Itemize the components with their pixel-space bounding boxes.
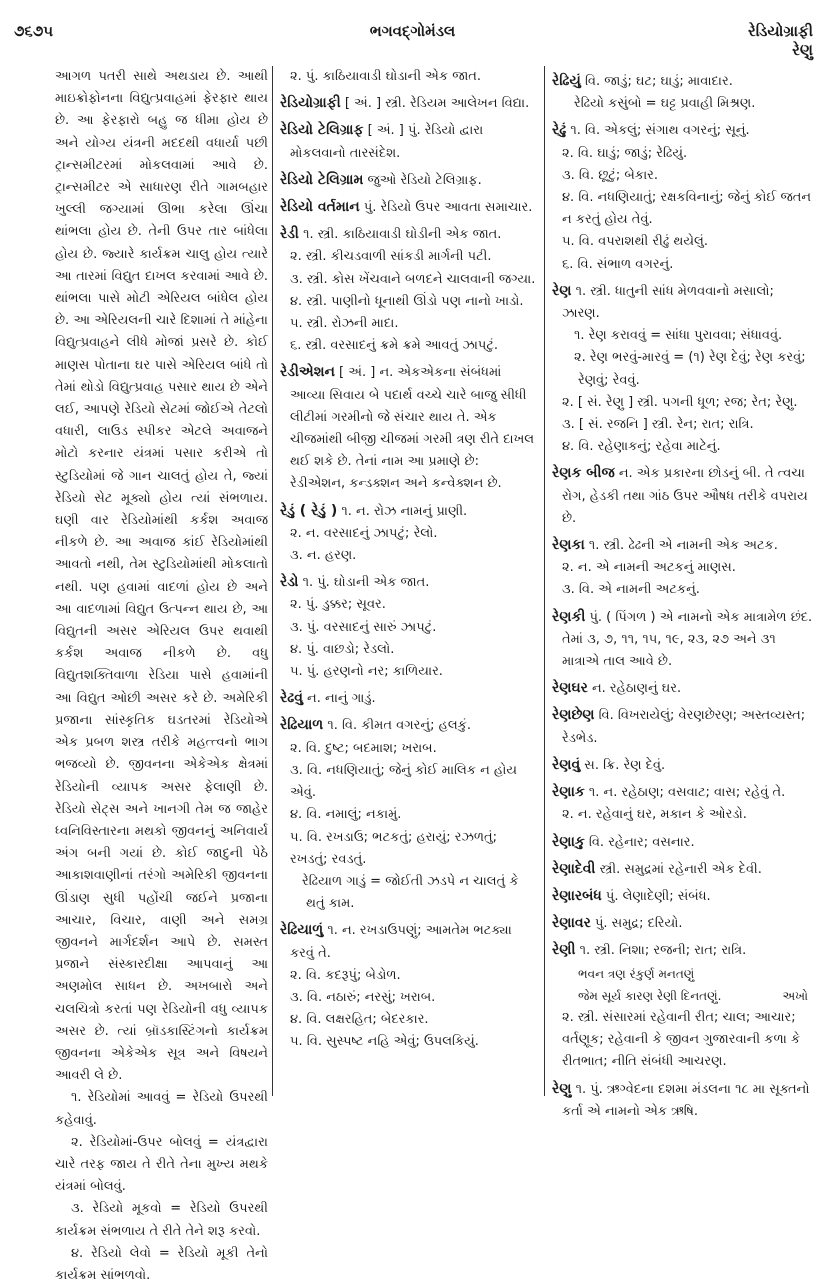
dictionary-entry — [552, 70, 814, 93]
dictionary-entry — [280, 571, 538, 594]
idiom: ૨. રેણ ભરવું-મારવું = (૧) રેણ દેવું; રેણ કરવું; રેણવું; રેવવું. — [574, 350, 806, 388]
definition: ૧. સ્ત્રી. નિશા; રજની; રાત; રાત્રિ. — [575, 943, 747, 959]
book-title: ભગવદ્ગોમંડલ — [369, 22, 456, 40]
sense: ૩. [ સં. રજનિ ] સ્ત્રી. રેન; રાત; રાત્રિ. — [562, 417, 754, 433]
verse-quote — [552, 963, 814, 1007]
definition: ૧. સ્ત્રી. કાઠિયાવાડી ઘોડીની એક જાત. — [298, 227, 502, 243]
definition: ૧. ન. રોઝ નામનું પ્રાણી. — [337, 503, 468, 519]
dictionary-entry — [280, 361, 538, 495]
headword: રેડિયોગ્રાફી — [280, 95, 341, 112]
sense: ૫. વિ. રખડાઉ; ભટકતું; હરાયું; રઝળતું; રખડતું; રવડતું. — [290, 829, 498, 867]
dictionary-entry — [552, 677, 814, 700]
verse-author: અખો — [782, 988, 808, 1003]
dictionary-entry — [280, 500, 538, 523]
definition: ૧. વિ. કીમત વગરનું; હલકું. — [323, 718, 471, 734]
idiom: ૧. રેડિયોમાં આવવું = રેડિયો ઉપરથી કહેવાવું. — [55, 1090, 268, 1128]
column-divider — [544, 66, 545, 1096]
sense: ૨. ન. એ નામની અટકનું માણસ. — [562, 560, 736, 576]
headword: રેણુ — [552, 1080, 572, 1097]
headword: રેણાક — [552, 784, 585, 801]
definition: ન. રહેઠાણનું ઘર. — [587, 681, 682, 697]
definition: પું. લેણાદેણી; સંબંધ. — [601, 888, 711, 904]
dictionary-entry — [552, 885, 814, 908]
headword: રેડી — [280, 226, 299, 243]
headword: રેણારબંધ — [552, 887, 602, 904]
dictionary-entry — [552, 606, 814, 674]
sense: ૨. પું. કાઠિયાવાડી ઘોડાની એક જાત. — [290, 69, 482, 84]
definition: જુઓ રેડિયો ટેલિગ્રાફ. — [363, 172, 482, 188]
dictionary-entry — [552, 462, 814, 530]
sense: ૪. વિ. લક્ષરહિત; બેદરકાર. — [290, 1012, 429, 1028]
definition: વિ. રહેનાર; વસનાર. — [584, 834, 695, 850]
dictionary-entry — [280, 196, 538, 219]
sense: ૫. વિ. વપરાશથી રીઢું થયેલું. — [562, 234, 709, 250]
dictionary-entry — [552, 858, 814, 881]
dictionary-entry — [552, 912, 814, 935]
definition: ૧. ન. રખડાઉપણું; આમતેમ ભટક્યા કરવું તે. — [290, 923, 512, 961]
guide-words — [748, 22, 813, 60]
sense: ૨. [ સં. રેણુ ] સ્ત્રી. પગની ધૂળ; રજ; રેત; રેણુ. — [562, 394, 798, 410]
sense: ૨. વિ. કદરૂપું; બેડોળ. — [290, 967, 401, 983]
dictionary-entry — [280, 119, 538, 164]
dictionary-entry — [280, 919, 538, 964]
sense: ૩. પું. વરસાદનું સારું ઝાપટું. — [290, 619, 437, 635]
headword: રેઢિયાળ — [280, 717, 324, 734]
definition: પું. ( પિંગળ ) એ નામનો એક માત્રામેળ છંદ. તેમાં ૩, ૭, ૧૧, ૧૫, ૧૯, ૨૩, ૨૭ અને ૩૧ માત્રાએ તાલ આવે છે. — [562, 609, 813, 670]
headword: રેણકા — [552, 537, 585, 554]
headword: રેણાવર — [552, 915, 591, 932]
headword: રેણી — [552, 942, 576, 959]
column-1 — [55, 66, 268, 1287]
idiom: ૨. રેડિયોમાં-ઉપર બોલવું = યંત્રદ્વારા ચારે તરફ જાય તે રીતે તેના મુખ્ય મથકે યંત્રમાં બોલવું. — [55, 1134, 268, 1195]
column-3 — [552, 66, 814, 1123]
definition: વિ. જાડું; ઘટ; ઘાડું; માવાદાર. — [580, 74, 733, 89]
sense: ૩. ન. હરણ. — [290, 548, 357, 564]
headword: રેડું ( રેડું ) — [280, 502, 338, 519]
column-divider — [272, 66, 273, 1096]
definition: ૧. વિ. એકલું; સંગાથ વગરનું; સૂનું. — [566, 123, 750, 139]
dictionary-entry — [280, 92, 538, 115]
idiom: રેઢિયો કસુંબો = ઘટ્ટ પ્રવાહી મિશ્રણ. — [574, 96, 756, 112]
definition: પું. સમુદ્ર; દરિયો. — [590, 916, 683, 932]
verse-line: ભવન ત્રણ રંકુર્ણ મનતણું — [578, 966, 695, 981]
headword: રેણ — [552, 282, 572, 299]
definition: [ અં. ] ન. એકએકના સંબંધમાં આવ્યા સિવાય બે પદાર્થ વચ્ચે ચારે બાજુ સીધી લીટીમાં ગરમીનો જે સંચાર થાય તે. એક ચીજમાંથી બીજી ચીજમાં ગરમી ત્રણ રીતે દાખલ થઈ શકે છે. તેનાં નામ આ પ્રમાણે છે: રેડીએશન, કન્ડક્શન અને કન્વેક્શન છે. — [290, 365, 535, 492]
headword: રેણવું — [552, 756, 581, 773]
definition: ન. એક પ્રકારના છોડનું બી. તે ત્વચા રોગ, હેડકી તથા ગાંઠ ઉપર ઔષધ તરીકે વપરાય છે. — [562, 466, 808, 526]
sense: ૫. વિ. સુસ્પષ્ટ નહિ એવું; ઉપલકિયું. — [290, 1034, 479, 1050]
sense: ૨. વિ. દુષ્ટ; બદમાશ; ખરાબ. — [290, 740, 437, 756]
headword: રેઢવું — [280, 690, 303, 707]
headword: રેડિયો ટેલિગ્રાફ — [280, 122, 364, 139]
dictionary-entry — [552, 1078, 814, 1123]
idiom: રેઢિયાળ ગાડું = જોઈતી ઝડપે ન ચાલતું કે થતું કામ. — [302, 873, 519, 912]
headword: રેણઘર — [552, 680, 588, 697]
sense: ૬. સ્ત્રી. વરસાદનું ક્રમે ક્રમે આવતું ઝાપટું. — [290, 338, 499, 354]
sense: ૫. પું. હરણનો નર; કાળિયાર. — [290, 664, 443, 680]
headword: રેડિયો ટેલિગ્રામ — [280, 171, 364, 188]
dictionary-entry — [280, 687, 538, 710]
dictionary-entry — [280, 169, 538, 192]
sense: ૨. ન. રહેવાનું ઘર, મકાન કે ઓરડો. — [562, 807, 747, 823]
sense: ૪. વિ. નધણિયાતું; રક્ષકવિનાનું; જેનું કોઈ જતન ન કરતું હોય તેવું. — [562, 190, 812, 228]
verse-line: જેમ સૂર્ય કારણ રેણી દિનતણું. — [578, 988, 722, 1003]
headword: રેડિયો વર્તમાન — [280, 199, 360, 216]
sense: ૩. વિ. એ નામની અટકનું. — [562, 582, 700, 598]
column-2 — [280, 66, 538, 1054]
guide-word-first: રેડિયોગ્રાફી — [747, 22, 813, 40]
idiom-list — [55, 1087, 268, 1287]
headword: રેઢું — [552, 122, 567, 139]
sense: ૪. સ્ત્રી. પાણીનો ધૂનાથી ઊંડો પણ નાનો ખાડો. — [290, 293, 524, 309]
dictionary-entry — [552, 534, 814, 557]
headword: રેણછેણ — [552, 707, 595, 724]
sense: ૫. સ્ત્રી. રોઝની માદા. — [290, 316, 399, 332]
dictionary-entry — [552, 704, 814, 749]
headword: રેડીએશન — [280, 364, 335, 381]
headword: રેડો — [280, 574, 299, 591]
sense: ૬. વિ. સંભાળ વગરનું. — [562, 256, 674, 272]
sense: ૩. સ્ત્રી. કોસ ખેંચવાને બળદને ચાલવાની જગ્યા. — [290, 271, 536, 287]
idiom: ૧. રેણ કરાવવું = સાંધા પુરાવવા; સંધાવવું. — [574, 328, 783, 344]
definition: ૧. ન. રહેઠાણ; વસવાટ; વાસ; રહેવું તે. — [584, 785, 786, 801]
definition: પું. રેડિયો ઉપર આવતા સમાચાર. — [359, 200, 533, 216]
definition: સ્ત્રી. સમુદ્રમાં રહેનારી એક દેવી. — [595, 861, 762, 877]
dictionary-entry — [280, 714, 538, 737]
idiom: ૪. રેડિયો લેવો = રેડિયો મૂકી તેનો કાર્યક્રમ સાંભળવો. — [55, 1245, 268, 1283]
dictionary-entry — [552, 939, 814, 962]
dictionary-entry — [552, 831, 814, 854]
dictionary-entry — [552, 754, 814, 777]
headword: રેણાકુ — [552, 833, 585, 850]
dictionary-entry — [552, 280, 814, 325]
definition: ૧. પું. ઋગ્વેદના દશમા મંડલના ૧૮ મા સૂક્તનો કર્તા એ નામનો એક ઋષિ. — [562, 1081, 810, 1119]
dictionary-entry — [280, 223, 538, 246]
entry-continuation-paragraph: આગળ પતરી સાથે અથડાય છે. આથી માઇક્રોફોનના વિદ્યુત્પ્રવાહમાં ફેરફાર થાય છે. આ ફેરફારો બહુ જ ધીમા હોય છે અને યોગ્ય યંત્રની મદદથી વધાર્યા પછી ટ્રાન્સમીટરમાં મોકલવામાં આવે છે. ટ્રાન્સમીટર એ સાધારણ રીતે ગામબહાર ખુલ્લી જગ્યામાં ઊભા કરેલા ઊંચા થાંભલા હોય છે. તેની ઉપર તાર બાંધેલા હોય છે. જ્યારે કાર્યક્રમ ચાલુ હોય ત્યારે આ તારમાં વિદ્યુત દાખલ કરવામાં આવે છે. થાંભલા પાસે મોટી એરિયલ બાંધેલ હોય છે. આ એરિયલની ચારે દિશામાં તે માંહેના વિદ્યુત્પ્રવાહને લીધે મોજાં પ્રસરે છે. કોઈ માણસ પોતાના ઘર પાસે એરિયલ બાંધે તો તેમાં થોડો વિદ્યુત્પ્રવાહ પસાર થાય છે એને લઈ, આપણે રેડિયો સેટમાં જોઈએ તેટલો વધારી, લાઉડ સ્પીકર એટલે અવાજને મોટો કરનાર યંત્રમાં પસાર કરીએ તો સ્ટુડિયોમાં જે ગાન ચાલતું હોય તે, જ્યાં રેડિયો સેટ મૂક્યો હોય ત્યાં સંભળાય. ઘણી વાર રેડિયોમાંથી કર્કશ અવાજ નીકળે છે. આ અવાજ કાંઈ રેડિયોમાંથી આવતો નથી, તેમ સ્ટુડિયોમાંથી મોકલાતો નથી. પણ હવામાં વાદળાં હોય છે અને આ વાદળામાં વિદ્યુત ઉત્પન્ન થાય છે, આ વિદ્યુતની અસર એરિયલ ઉપર થવાથી કર્કશ અવાજ નીકળે છે. વધુ વિદ્યુતશક્તિવાળા રેડિયા પાસે હવામાંની આ વિદ્યુત ઓછી અસર કરે છે. અમેરિકી પ્રજાના સાંસ્કૃતિક ઘડતરમાં રેડિયોએ એક પ્રબળ શસ્ત્ર તરીકે મહત્ત્વનો ભાગ ભજવ્યો છે. જીવનના એકેએક ક્ષેત્રમાં રેડિયોની વ્યાપક અસર ફેલાણી છે. રેડિયો સેટ્સ અને ખાનગી તેમ જ જાહેર ધ્વનિવિસ્તારના મથકો જીવનનું અનિવાર્ય અંગ બની ગયાં છે. કોઈ જાદુની પેઠે આકાશવાણીનાં તરંગો અમેરિકી જીવનના ઊંડાણ સુધી પહોંચી જઈને પ્રજાના આચાર, વિચાર, વાણી અને સમગ્ર જીવનને માર્ગદર્શન આપે છે. સમસ્ત પ્રજાને સંસ્કારદીક્ષા આપવાનું આ અણમોલ સાધન છે. અખબારો અને ચલચિત્રો કરતાં પણ રેડિયોની વધુ વ્યાપક અસર છે. ત્યાં બ્રૉડકાસ્ટિંગનો કાર્યક્રમ જીવનના એકેએક સૂત્ર અને વિષયને આવરી લે છે. — [55, 69, 268, 1084]
headword: રેણાદેવી — [552, 860, 596, 877]
definition: [ અં. ] પું. રેડિયો દ્વારા મોકલવાનો તારસંદેશ. — [290, 123, 484, 161]
sense: ૨. વિ. ઘાડું; જાડું; રેઢિયું. — [562, 145, 688, 161]
dictionary-entry — [552, 781, 814, 804]
headword: રેઢિયું — [552, 73, 581, 89]
sense: ૩. વિ. નઠારું; નરસું; ખરાબ. — [290, 989, 436, 1005]
definition: સ. ક્રિ. રેણ દેવું. — [580, 757, 666, 773]
definition: [ અં. ] સ્ત્રી. રેડિયમ આલેખન વિદ્યા. — [340, 96, 530, 112]
sense: ૨. સ્ત્રી. સંસારમાં રહેવાની રીત; ચાલ; આચાર; વર્તણૂક; રહેવાની કે જીવન ગુજારવાની કળા કે રીતભાત; નીતિ સંબંધી આચરણ. — [562, 1009, 801, 1070]
guide-word-last: રેણુ — [792, 41, 813, 59]
sense: ૪. વિ. રહેણાકનું; રહેવા માટેનું. — [562, 439, 721, 455]
headword: રેઢિયાળું — [280, 922, 324, 939]
page-number: ૭૬૭૫ — [14, 22, 54, 40]
headword: રેણક બીજ — [552, 465, 615, 482]
sense: ૩. વિ. નધણિયાતું; જેનું કોઈ માલિક ન હોય એવું. — [290, 762, 518, 801]
sense: ૩. વિ. છૂટું; બેકાર. — [562, 167, 659, 183]
sense: ૪. પું. વાછડો; રેડલો. — [290, 641, 395, 657]
dictionary-entry — [552, 119, 814, 142]
headword: રેણકી — [552, 608, 586, 625]
sense: ૨. ન. વરસાદનું ઝાપટું; રેલો. — [290, 525, 438, 541]
sense: ૨. પું. ડુક્કર; સૂવર. — [290, 597, 386, 613]
definition: ૧. સ્ત્રી. ઢેઢની એ નામની એક અટક. — [584, 538, 778, 554]
idiom: ૩. રેડિયો મૂકવો = રેડિયો ઉપરથી કાર્યક્રમ સંભળાય તે રીતે તેને શરૂ કરવો. — [55, 1201, 268, 1239]
definition: ૧. પું. ઘોડાની એક જાત. — [298, 575, 430, 591]
definition: ૧. સ્ત્રી. ધાતુની સાંધ મેળવવાનો મસાલો; ઝારણ. — [562, 283, 774, 322]
definition: વિ. વિખરાયેલું; વેરણછેરણ; અસ્તવ્યસ્ત; રેડભેડ. — [562, 708, 806, 746]
sense: ૪. વિ. નમાલું; નકામું. — [290, 807, 402, 823]
definition: ન. નાનું ગાડું. — [302, 691, 376, 707]
sense: ૨. સ્ત્રી. કીચડવાળી સાંકડી માર્ગની પટી. — [290, 249, 492, 265]
